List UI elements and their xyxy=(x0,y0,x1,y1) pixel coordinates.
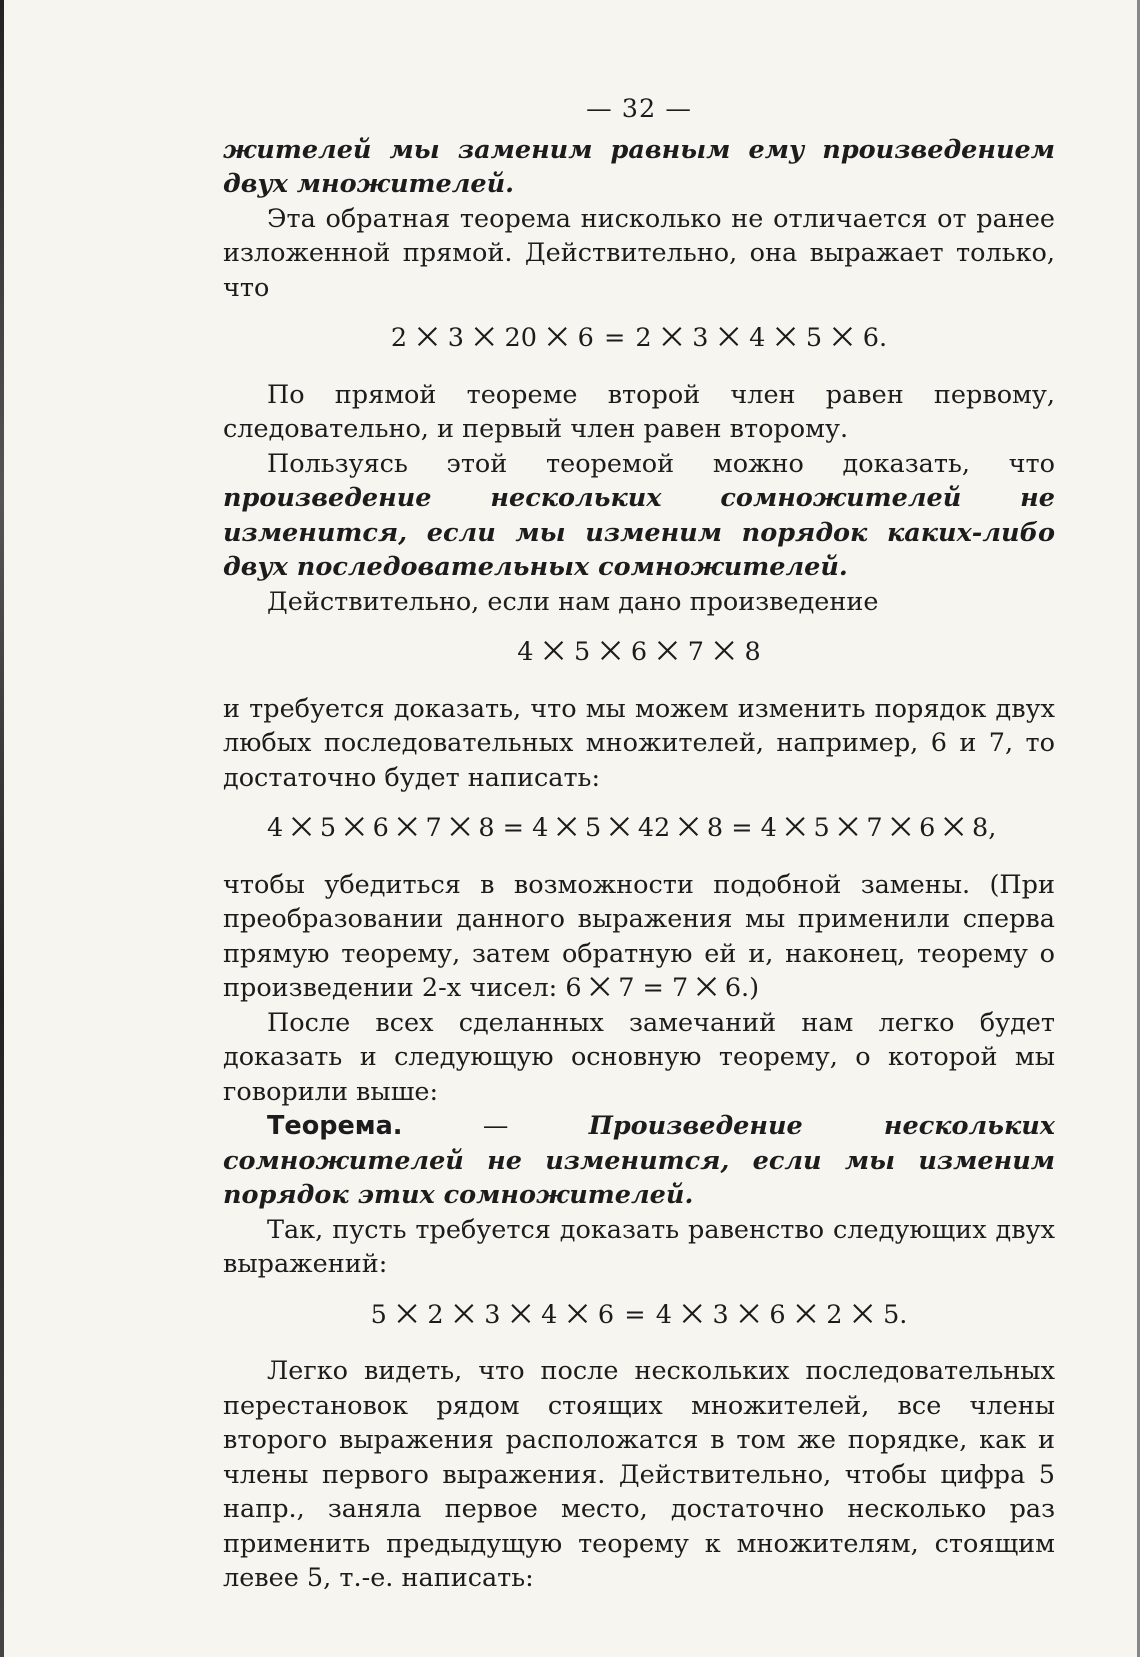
theorem-dash: — xyxy=(402,1111,589,1141)
theorem-text: Произведение нескольких сомножителей не изменится, если мы изменим порядок этих сомножителей. xyxy=(223,1111,1055,1210)
formula-1: 2 ⨉ 3 ⨉ 20 ⨉ 6 = 2 ⨉ 3 ⨉ 4 ⨉ 5 ⨉ 6. xyxy=(390,323,888,353)
paragraph-using-theorem-emphasis: произведение нескольких сомножителей не изменится, если мы изменим порядок каких-либо двух последовательных сомножителей. xyxy=(223,483,1055,582)
paragraph-substitution: чтобы убедиться в возможности подобной замены. (При преобразовании данного выражения мы применили сперва прямую теорему, затем обратную ей и, наконец, теорему о произведении 2-х чисел: 6 ⨉ 7 = 7 ⨉ 6.) xyxy=(223,869,1055,1003)
page-number: — 32 — xyxy=(586,94,692,124)
paragraph-using-theorem-plain: Пользуясь этой теоремой можно доказать, что xyxy=(267,448,1055,479)
paragraph-continuation: жителей мы заменим равным ему произведением двух множителей. xyxy=(223,134,1055,199)
paragraph-required-proof: и требуется доказать, что мы можем изменить порядок двух любых последовательных множителей, например, 6 и 7, то достаточно будет написать: xyxy=(223,693,1055,793)
paragraph-using-theorem xyxy=(223,447,1055,585)
theorem xyxy=(223,1109,1055,1213)
paragraph-given-product: Действительно, если нам дано произведение xyxy=(267,586,879,617)
theorem-label: Теорема. xyxy=(267,1111,403,1141)
scan-edge-left xyxy=(0,0,4,1657)
formula-3: 4 ⨉ 5 ⨉ 6 ⨉ 7 ⨉ 8 = 4 ⨉ 5 ⨉ 42 ⨉ 8 = 4 ⨉ 5 ⨉ 7 ⨉ 6 ⨉ 8, xyxy=(267,813,997,843)
paragraph-remarks: После всех сделанных замечаний нам легко будет доказать и следующую основную теорему, о которой мы говорили выше: xyxy=(223,1007,1055,1107)
formula-2: 4 ⨉ 5 ⨉ 6 ⨉ 7 ⨉ 8 xyxy=(517,637,761,667)
paragraph-direct-theorem: По прямой теореме второй член равен первому, следовательно, и первый член равен второму. xyxy=(223,379,1055,444)
book-page xyxy=(223,92,1055,1596)
formula-4: 5 ⨉ 2 ⨉ 3 ⨉ 4 ⨉ 6 = 4 ⨉ 3 ⨉ 6 ⨉ 2 ⨉ 5. xyxy=(370,1299,908,1330)
paragraph-equality: Так, пусть требуется доказать равенство следующих двух выражений: xyxy=(223,1214,1055,1279)
paragraph-permutations: Легко видеть, что после нескольких последовательных перестановок рядом стоящих множителей, все члены второго выражения расположатся в том же порядке, как и члены первого выражения. Действительно, чтобы цифра 5 напр., заняла первое место, достаточно несколько раз применить предыдущую теорему к множителям, стоящим левее 5, т.-е. написать: xyxy=(223,1356,1055,1593)
paragraph-converse-theorem: Эта обратная теорема нисколько не отличается от ранее изложенной прямой. Действительно, она выражает только, что xyxy=(223,203,1055,303)
